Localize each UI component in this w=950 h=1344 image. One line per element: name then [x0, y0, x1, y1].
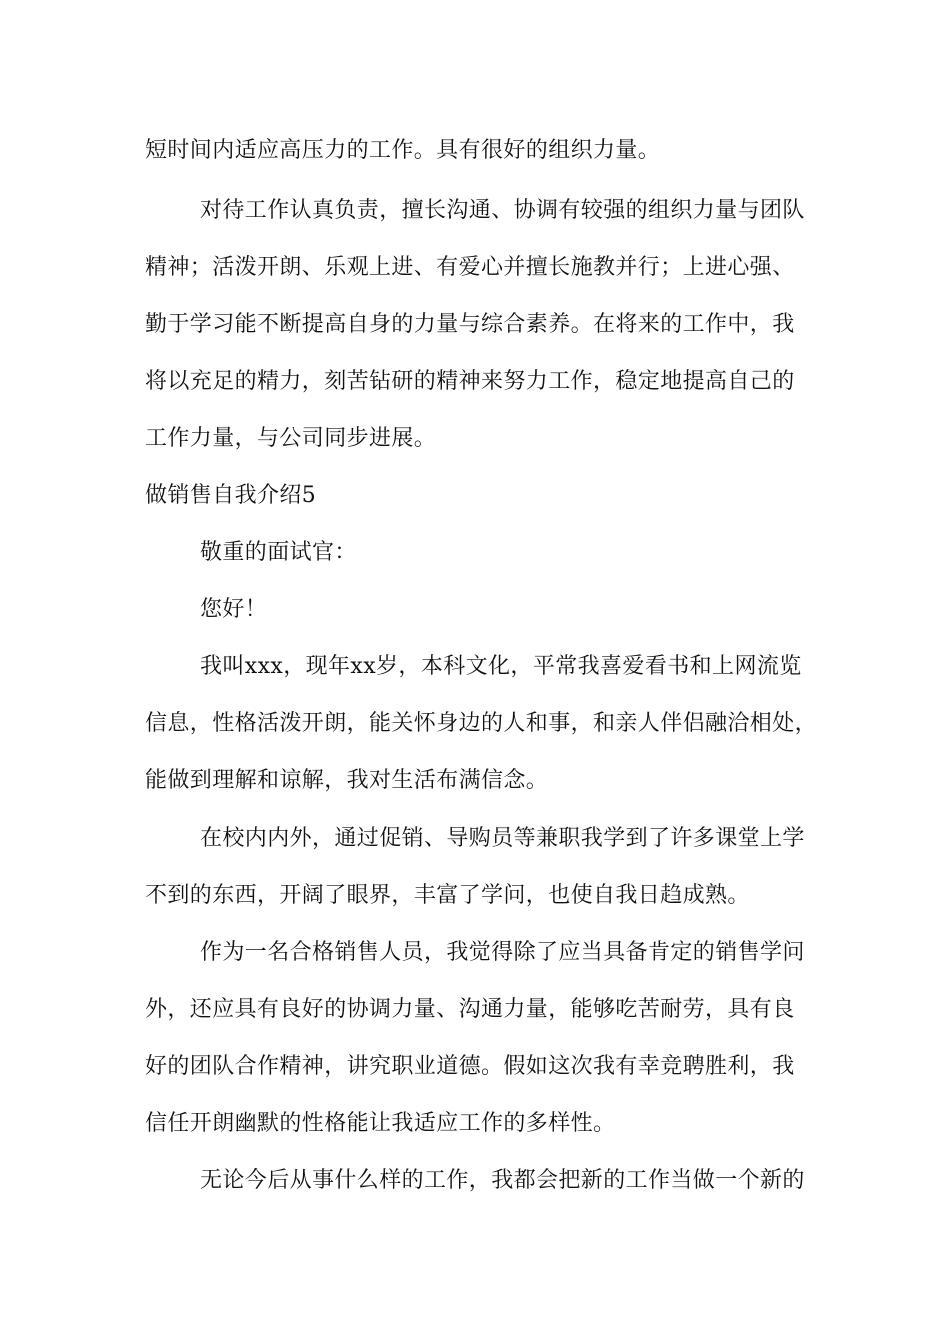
paragraph-line: 能做到理解和谅解，我对生活布满信念。 [145, 768, 549, 793]
paragraph-line: 作为一名合格销售人员，我觉得除了应当具备肯定的销售学问 [200, 940, 805, 965]
paragraph-line: 勤于学习能不断提高自身的力量与综合素养。在将来的工作中，我 [145, 312, 795, 337]
paragraph-line: 好的团队合作精神，讲究职业道德。假如这次我有幸竞聘胜利，我 [145, 1054, 795, 1079]
paragraph-line: 信息，性格活泼开朗，能关怀身边的人和事，和亲人伴侣融洽相处， [145, 711, 818, 736]
paragraph-line: 无论今后从事什么样的工作，我都会把新的工作当做一个新的 [200, 1168, 805, 1193]
paragraph-line: 对待工作认真负责，擅长沟通、协调有较强的组织力量与团队 [200, 198, 805, 223]
paragraph-line: 精神；活泼开朗、乐观上进、有爱心并擅长施教并行；上进心强、 [145, 255, 795, 280]
salutation: 敬重的面试官： [200, 540, 357, 565]
paragraph-line: 我叫xxx，现年xx岁，本科文化，平常我喜爱看书和上网流览 [200, 654, 802, 679]
paragraph-line: 外，还应具有良好的协调力量、沟通力量，能够吃苦耐劳，具有良 [145, 997, 795, 1022]
paragraph-line: 在校内内外，通过促销、导购员等兼职我学到了许多课堂上学 [200, 826, 805, 851]
section-heading: 做销售自我介绍5 [145, 483, 317, 508]
paragraph-line: 不到的东西，开阔了眼界，丰富了学问，也使自我日趋成熟。 [145, 883, 750, 908]
paragraph-line: 短时间内适应高压力的工作。具有很好的组织力量。 [145, 138, 661, 163]
paragraph-line: 工作力量，与公司同步进展。 [145, 426, 437, 451]
paragraph-line: 信任开朗幽默的性格能让我适应工作的多样性。 [145, 1111, 616, 1136]
greeting: 您好！ [200, 597, 268, 622]
paragraph-line: 将以充足的精力，刻苦钻研的精神来努力工作，稳定地提高自己的 [145, 369, 795, 394]
